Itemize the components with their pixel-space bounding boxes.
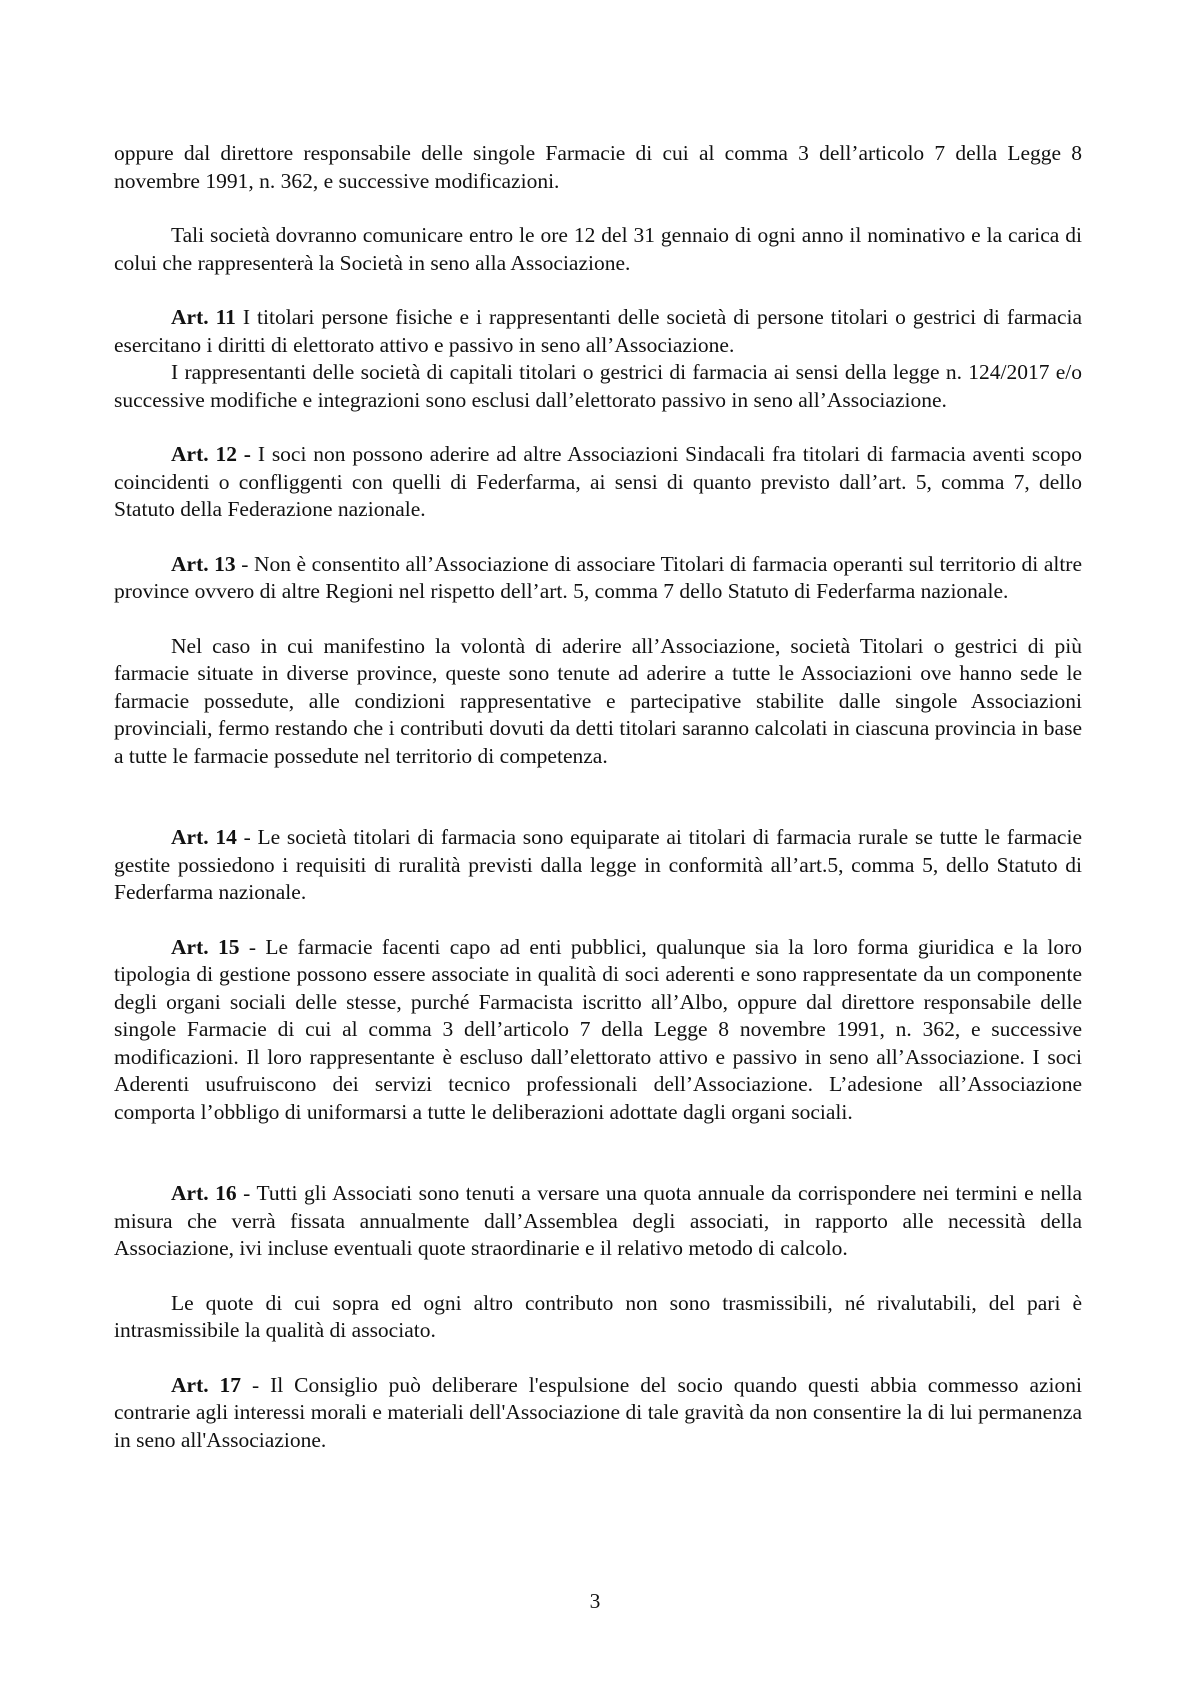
article-text: - Non è consentito all’Associazione di associare Titolari di farmacia operanti sul territorio di altre province ovvero di altre Regioni nel rispetto dell’art. 5, comma 7 dello Statuto di Federfarma nazionale. [114, 551, 1083, 603]
article-text: - Le farmacie facenti capo ad enti pubblici, qualunque sia la loro forma giuridica e la loro tipologia di gestione possono essere associate in qualità di soci aderenti e sono rappresentate da un componente degli organi sociali delle stesse, purché Farmacista iscritto all’Albo, oppure dal direttore responsabile delle singole Farmacie di cui al comma 3 dell’articolo 7 della Legge 8 novembre 1991, n. 362, e successive modificazioni. Il loro rappresentante è escluso dall’elettorato attivo e passivo in seno all’Associazione. I soci Aderenti usufruiscono dei servizi tecnico professionali dell’Associazione. L’adesione all’Associazione comporta l’obbligo di uniformarsi a tutte le deliberazioni adottate dagli organi sociali. [114, 934, 1083, 1124]
article-11 [114, 304, 1082, 359]
paragraph-societa-comunicazione [114, 222, 1082, 277]
article-text: - Tutti gli Associati sono tenuti a versare una quota annuale da corrispondere nei termini e nella misura che verrà fissata annualmente dall’Assemblea degli associati, in rapporto alle necessità della Associazione, ivi incluse eventuali quote straordinarie e il relativo metodo di calcolo. [114, 1181, 1082, 1260]
paragraph-text: I rappresentanti delle società di capitali titolari o gestrici di farmacia ai sensi della legge n. 124/2017 e/o successive modifiche e integrazioni sono esclusi dall’elettorato passivo in seno all’Associazione. [114, 360, 1082, 412]
article-14 [114, 824, 1082, 907]
paragraph-text: Tali società dovranno comunicare entro le ore 12 del 31 gennaio di ogni anno il nominativo e la carica di colui che rappresenterà la Società in seno alla Associazione. [114, 223, 1082, 275]
paragraph-text: Le quote di cui sopra ed ogni altro contributo non sono trasmissibili, né rivalutabili, del pari è intrasmissibile la qualità di associato. [114, 1290, 1082, 1342]
article-16 [114, 1180, 1082, 1263]
article-16-second-paragraph [114, 1290, 1082, 1345]
article-11-second-paragraph [114, 359, 1082, 414]
article-label: Art. 15 [171, 934, 240, 959]
paragraph-text: Nel caso in cui manifestino la volontà di aderire all’Associazione, società Titolari o gestrici di più farmacie situate in diverse province, queste sono tenute ad aderire a tutte le Associazioni ove hanno sede le farmacie possedute, alle condizioni rappresentative e partecipative stabilite dalle singole Associazioni provinciali, fermo restando che i contributi dovuti da detti titolari saranno calcolati in ciascuna provincia in base a tutte le farmacie possedute nel territorio di competenza. [114, 633, 1082, 768]
article-label: Art. 13 [171, 551, 236, 576]
page-number: 3 [589, 1589, 601, 1613]
article-label: Art. 14 [171, 825, 237, 849]
article-17 [114, 1372, 1082, 1455]
article-15 [114, 934, 1082, 1127]
article-text: - Il Consiglio può deliberare l'espulsione del socio quando questi abbia commesso azioni contrarie agli interessi morali e materiali dell'Associazione di tale gravità da non consentire la di lui permanenza in seno all'Associazione. [114, 1372, 1082, 1452]
paragraph-continuation [114, 140, 1082, 195]
article-label: Art. 16 [171, 1181, 237, 1205]
article-12 [114, 441, 1082, 524]
article-13-second-paragraph [114, 633, 1082, 771]
article-label: Art. 12 - [171, 442, 251, 466]
article-text: I titolari persone fisiche e i rappresentanti delle società di persone titolari o gestrici di farmacia esercitano i diritti di elettorato attivo e passivo in seno all’Associazione. [114, 305, 1083, 357]
article-text: - Le società titolari di farmacia sono equiparate ai titolari di farmacia rurale se tutte le farmacie gestite possiedono i requisiti di ruralità previsti dalla legge in conformità all’art.5, comma 5, dello Statuto di Federfarma nazionale. [114, 825, 1082, 904]
article-13 [114, 551, 1082, 606]
article-label: Art. 17 [171, 1372, 242, 1397]
article-text: I soci non possono aderire ad altre Associazioni Sindacali fra titolari di farmacia aventi scopo coincidenti o confliggenti con quelli di Federfarma, ai sensi di quanto previsto dall’art. 5, comma 7, dello Statuto della Federazione nazionale. [114, 442, 1082, 521]
article-label: Art. 11 [171, 305, 236, 329]
document-body [114, 140, 1082, 1454]
paragraph-text: oppure dal direttore responsabile delle singole Farmacie di cui al comma 3 dell’articolo 7 della Legge 8 novembre 1991, n. 362, e successive modificazioni. [114, 141, 1082, 193]
